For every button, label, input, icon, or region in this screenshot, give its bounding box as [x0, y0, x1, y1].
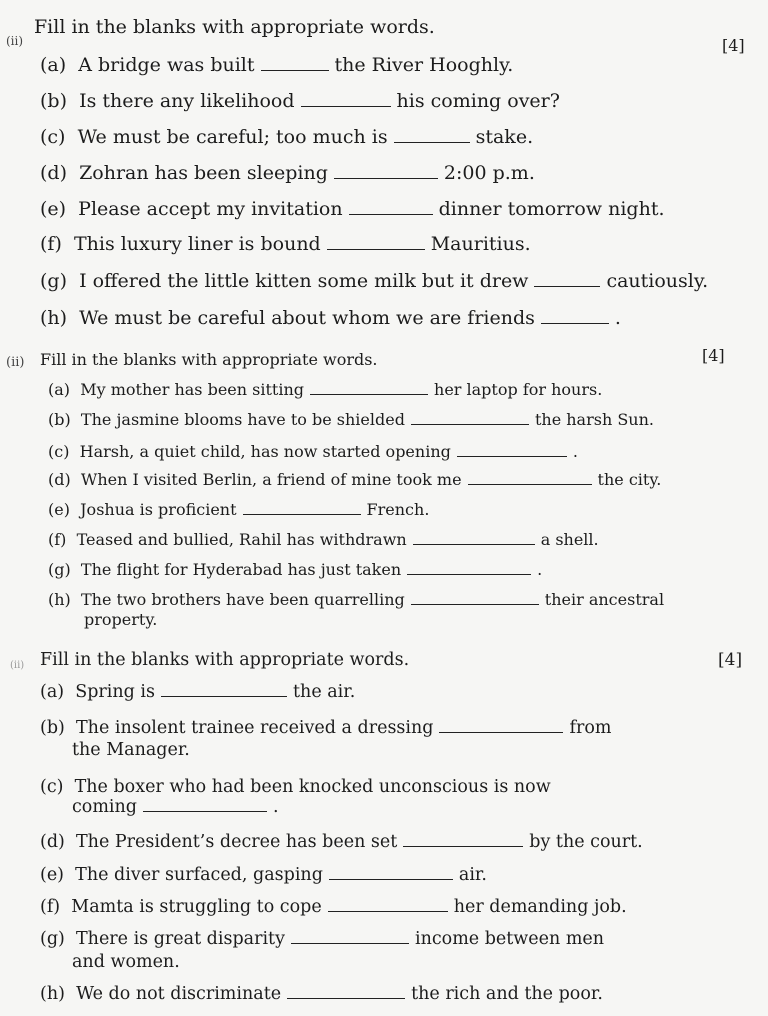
item-label: (f): [40, 897, 66, 917]
item-text-after: .: [537, 560, 543, 579]
item-continuation: property.: [84, 610, 158, 629]
item-text-before: Harsh, a quiet child, has now started opening: [79, 442, 451, 461]
item-text-after: .: [572, 442, 578, 461]
section-instruction: Fill in the blanks with appropriate words.: [40, 350, 378, 369]
item-label: (d): [40, 832, 71, 852]
item-label: (g): [40, 270, 74, 292]
item-label: (c): [40, 777, 70, 797]
answer-blank[interactable]: [394, 141, 470, 143]
item-text-after: from: [569, 718, 612, 738]
answer-blank[interactable]: [329, 878, 453, 880]
answer-blank[interactable]: [261, 69, 329, 71]
item-text-after: his coming over?: [396, 90, 560, 112]
item-text-after: French.: [366, 500, 430, 519]
section-instruction: Fill in the blanks with appropriate words.: [34, 16, 435, 38]
item-label: (c): [40, 126, 72, 148]
answer-blank[interactable]: [534, 285, 600, 287]
item-label: (a): [40, 682, 70, 702]
question-item: [40, 777, 551, 797]
item-continuation: [72, 797, 279, 817]
answer-blank[interactable]: [161, 695, 287, 697]
answer-blank[interactable]: [334, 177, 438, 179]
item-text-after: the River Hooghly.: [334, 54, 514, 76]
item-label: (a): [40, 54, 73, 76]
item-text-before: We must be careful; too much is: [77, 126, 388, 148]
answer-blank[interactable]: [243, 513, 361, 515]
item-text-before: A bridge was built: [78, 54, 255, 76]
item-text-before: We must be careful about whom we are friends: [79, 307, 535, 329]
item-text-after: by the court.: [529, 832, 643, 852]
item-label: (d): [40, 162, 74, 184]
item-text-before: Teased and bullied, Rahil has withdrawn: [76, 530, 407, 549]
question-item: [40, 54, 513, 76]
item-continuation-text: coming: [72, 797, 138, 817]
answer-blank[interactable]: [349, 213, 433, 215]
question-item: [40, 897, 627, 917]
answer-blank[interactable]: [407, 573, 531, 575]
item-label: (d): [48, 470, 76, 489]
question-item: [40, 832, 643, 852]
item-text-after: her laptop for hours.: [434, 380, 603, 399]
item-label: (b): [40, 90, 74, 112]
question-item: [48, 500, 429, 519]
item-text-after: the rich and the poor.: [411, 984, 603, 1004]
item-text-before: The flight for Hyderabad has just taken: [80, 560, 402, 579]
section-number: (ii): [6, 355, 25, 370]
item-text-after: .: [273, 797, 279, 817]
question-item: [40, 233, 531, 255]
question-item: [48, 410, 654, 429]
item-text-after: their ancestral: [544, 590, 665, 609]
answer-blank[interactable]: [310, 393, 428, 395]
question-item: [40, 90, 560, 112]
section-marks: [4]: [718, 650, 743, 670]
item-label: (e): [48, 500, 76, 519]
question-item: [40, 865, 487, 885]
question-item: [40, 984, 603, 1004]
item-label: (f): [48, 530, 72, 549]
answer-blank[interactable]: [301, 105, 391, 107]
question-item: [48, 470, 661, 489]
question-item: [48, 380, 602, 399]
section-marks: [4]: [722, 36, 745, 55]
question-item: [40, 682, 355, 702]
item-text-after: Mauritius.: [430, 233, 531, 255]
item-label: (c): [48, 442, 75, 461]
answer-blank[interactable]: [457, 455, 567, 457]
question-item: [40, 198, 665, 220]
answer-blank[interactable]: [328, 910, 448, 912]
item-label: (h): [40, 984, 71, 1004]
item-text-after: cautiously.: [606, 270, 709, 292]
answer-blank[interactable]: [411, 603, 539, 605]
item-label: (e): [40, 198, 73, 220]
item-text-before: Spring is: [75, 682, 156, 702]
answer-blank[interactable]: [403, 845, 523, 847]
item-text-after: the harsh Sun.: [534, 410, 654, 429]
item-text-before: The diver surfaced, gasping: [75, 865, 323, 885]
item-text-before: The jasmine blooms have to be shielded: [80, 410, 405, 429]
item-label: (g): [40, 929, 71, 949]
question-item: [40, 929, 604, 949]
item-label: (f): [40, 233, 68, 255]
item-continuation: the Manager.: [72, 740, 190, 760]
item-text-before: Please accept my invitation: [78, 198, 343, 220]
item-text-before: The boxer who had been knocked unconscious is now: [74, 777, 551, 797]
answer-blank[interactable]: [541, 322, 609, 324]
question-item: [48, 590, 664, 609]
item-label: (h): [40, 307, 74, 329]
item-text-after: the city.: [597, 470, 662, 489]
item-label: (a): [48, 380, 76, 399]
item-text-before: When I visited Berlin, a friend of mine took me: [80, 470, 462, 489]
item-text-before: Zohran has been sleeping: [79, 162, 328, 184]
item-text-after: a shell.: [540, 530, 599, 549]
item-text-after: the air.: [293, 682, 356, 702]
answer-blank[interactable]: [291, 942, 409, 944]
item-text-before: Is there any likelihood: [79, 90, 295, 112]
item-label: (h): [48, 590, 76, 609]
answer-blank[interactable]: [411, 423, 529, 425]
item-text-before: The President’s decree has been set: [76, 832, 398, 852]
section-number: (ii): [6, 34, 24, 48]
question-item: [48, 442, 578, 461]
item-text-before: There is great disparity: [76, 929, 285, 949]
item-text-after: dinner tomorrow night.: [438, 198, 665, 220]
question-item: [48, 560, 542, 579]
item-text-before: The insolent trainee received a dressing: [76, 718, 434, 738]
question-item: [40, 162, 535, 184]
item-label: (b): [48, 410, 76, 429]
section-instruction: Fill in the blanks with appropriate words.: [40, 650, 410, 670]
item-text-before: My mother has been sitting: [80, 380, 305, 399]
item-text-before: Joshua is proficient: [80, 500, 237, 519]
item-text-after: her demanding job.: [453, 897, 627, 917]
item-text-before: This luxury liner is bound: [73, 233, 321, 255]
item-text-after: 2:00 p.m.: [443, 162, 535, 184]
answer-blank[interactable]: [327, 248, 425, 250]
item-text-before: Mamta is struggling to cope: [71, 897, 322, 917]
question-item: [40, 126, 533, 148]
question-item: [40, 307, 621, 329]
item-text-before: The two brothers have been quarrelling: [80, 590, 405, 609]
item-label: (e): [40, 865, 70, 885]
section-marks: [4]: [702, 346, 725, 365]
question-item: [40, 270, 708, 292]
answer-blank[interactable]: [143, 810, 267, 812]
answer-blank[interactable]: [413, 543, 535, 545]
item-text-before: I offered the little kitten some milk but it drew: [79, 270, 529, 292]
item-text-after: air.: [458, 865, 487, 885]
item-label: (b): [40, 718, 71, 738]
answer-blank[interactable]: [439, 731, 563, 733]
item-text-after: income between men: [414, 929, 605, 949]
answer-blank[interactable]: [468, 483, 592, 485]
answer-blank[interactable]: [287, 997, 405, 999]
question-item: [48, 530, 599, 549]
item-continuation: and women.: [72, 952, 180, 972]
item-text-after: stake.: [475, 126, 534, 148]
item-label: (g): [48, 560, 76, 579]
section-number: (ii): [10, 660, 25, 671]
question-item: [40, 718, 611, 738]
item-text-after: .: [614, 307, 621, 329]
item-text-before: We do not discriminate: [76, 984, 282, 1004]
